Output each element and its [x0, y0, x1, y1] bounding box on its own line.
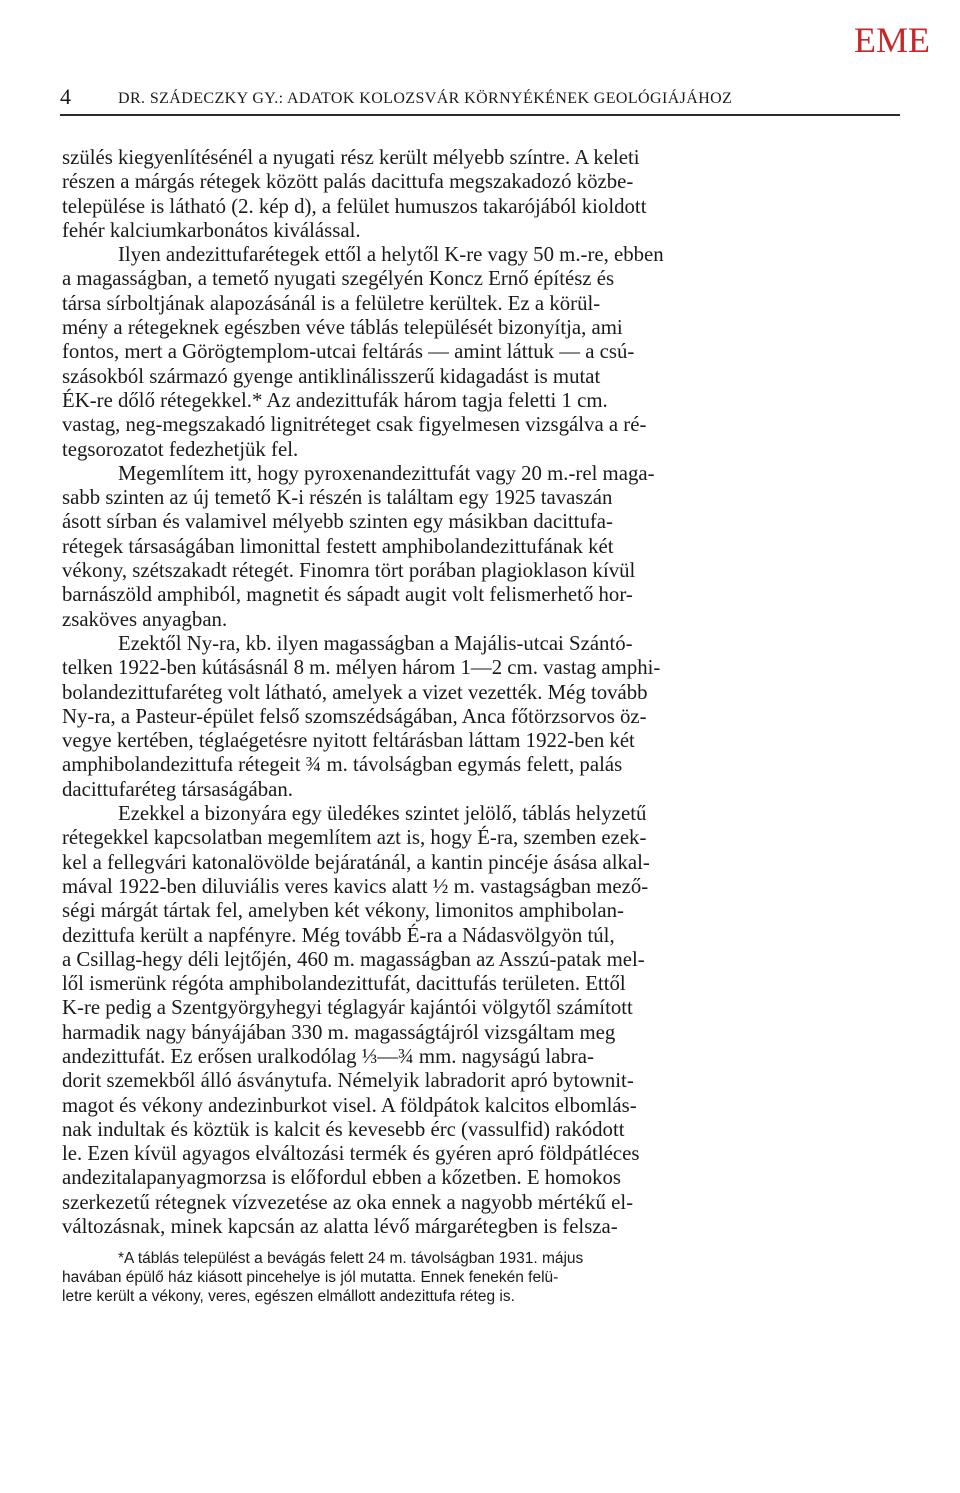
text-line: le. Ezen kívül agyagos elváltozási termék és gyéren apró földpátléces	[62, 1142, 640, 1166]
running-head: DR. SZÁDECZKY GY.: ADATOK KOLOZSVÁR KÖRNYÉKÉNEK GEOLÓGIÁJÁHOZ	[118, 90, 733, 107]
text-line: andezittufát. Ez erősen uralkodólag ⅓—¾ mm. nagyságú labra-	[62, 1044, 594, 1068]
text-line: társa sírboltjának alapozásánál is a felületre kerültek. Ez a körül-	[62, 291, 601, 315]
text-line: változásnak, minek kapcsán az alatta lévő márgarétegben is felsza-	[62, 1215, 618, 1239]
footnote-line: *A táblás települést a bevágás felett 24 m. távolságban 1931. május	[118, 1250, 584, 1268]
text-line: ásott sírban és valamivel mélyebb szinten egy másikban dacittufa-	[62, 510, 613, 534]
paragraph	[62, 243, 900, 267]
text-line: vastag, neg-megszakadó lignitréteget csak figyelmesen vizsgálva a ré-	[62, 413, 647, 437]
text-line: Megemlítem itt, hogy pyroxenandezittufát vagy 20 m.-rel maga-	[118, 461, 655, 485]
text-line: települése is látható (2. kép d), a felület humuszos takarójából kioldott	[62, 194, 647, 218]
text-line: tegsorozatot fedezhetjük fel.	[62, 437, 299, 461]
text-line: sabb szinten az új temető K-i részén is találtam egy 1925 tavaszán	[62, 486, 613, 510]
text-line: amphibolandezittufa rétegeit ¾ m. távolságban egymás felett, palás	[62, 753, 623, 777]
text-line: rétegek társaságában limonittal festett amphibolandezittufának két	[62, 534, 614, 558]
paragraph-continued	[62, 267, 900, 461]
text-line: Ny-ra, a Pasteur-épület felső szomszédságában, Anca főtörzsorvos öz-	[62, 704, 647, 728]
text-line: szásokból származó gyenge antiklinálisszerű kidagadást is mutat	[62, 364, 601, 388]
paragraph-continued	[62, 826, 900, 1239]
text-line: fehér kalciumkarbonátos kiválással.	[62, 218, 361, 242]
footnote	[62, 1249, 900, 1306]
text-line: dezittufa került a napfényre. Még tovább É-ra a Nádasvölgyön túl,	[62, 923, 615, 947]
footnote-line: letre került a vékony, veres, egészen elmállott andezittufa réteg is.	[62, 1288, 515, 1306]
footnote-separator	[62, 1239, 900, 1249]
text-line: bolandezittufaréteg volt látható, amelyek a vizet vezették. Még tovább	[62, 680, 648, 704]
text-line: rétegekkel kapcsolatban megemlítem azt is, hogy É-ra, szemben ezek-	[62, 826, 647, 850]
text-line: mával 1922-ben diluviális veres kavics alatt ½ m. vastagságban mező-	[62, 874, 649, 898]
text-line: zsaköves anyagban.	[62, 607, 228, 631]
article-body	[62, 146, 900, 1306]
text-line: dacittufaréteg társaságában.	[62, 777, 293, 801]
text-line: mény a rétegeknek egészben véve táblás települését bizonyítja, ami	[62, 316, 623, 340]
text-line: Ezektől Ny-ra, kb. ilyen magasságban a Majális-utcai Szántó-	[118, 631, 633, 655]
text-line: barnászöld amphiból, magnetit és sápadt augit volt felismerhető hor-	[62, 583, 633, 607]
text-line: ÉK-re dőlő rétegekkel.* Az andezittufák három tagja feletti 1 cm.	[62, 388, 608, 412]
text-line: nak indultak és köztük is kalcit és kevesebb érc (vassulfid) rakódott	[62, 1117, 625, 1141]
text-line: magot és vékony andezinburkot visel. A földpátok kalcitos elbomlás-	[62, 1093, 637, 1117]
text-line: K-re pedig a Szentgyörgyhegyi téglagyár kajántói völgytől számított	[62, 996, 633, 1020]
text-line: Ezekkel a bizonyára egy üledékes szintet jelölő, táblás helyzetű	[118, 802, 647, 826]
paragraph-continued	[62, 486, 900, 632]
text-line: szülés kiegyenlítésénél a nyugati rész került mélyebb színtre. A keleti	[62, 146, 640, 169]
paragraph-continued	[62, 656, 900, 802]
page-number: 4	[60, 84, 71, 109]
text-line: fontos, mert a Görögtemplom-utcai feltárás — amint láttuk — a csú-	[62, 340, 635, 364]
text-line: lől ismerünk régóta amphibolandezittufát, dacittufás területen. Ettől	[62, 972, 626, 996]
text-line: telken 1922-ben kútásásnál 8 m. mélyen három 1—2 cm. vastag amphi-	[62, 656, 661, 680]
text-line: andezitalapanyagmorzsa is előfordul ebben a kőzetben. E homokos	[62, 1166, 622, 1190]
publisher-logo: EME	[854, 20, 930, 60]
text-line: a magasságban, a temető nyugati szegélyén Koncz Ernő építész és	[62, 267, 615, 291]
text-line: kel a fellegvári katonalövölde bejáratánál, a kantin pincéje ásása alkal-	[62, 850, 650, 874]
text-line: vékony, szétszakadt rétegét. Finomra tört porában plagioklason kívül	[62, 559, 636, 583]
text-line: ségi márgát tártak fel, amelyben két vékony, limonitos amphibolan-	[62, 899, 624, 923]
paragraph	[62, 632, 900, 656]
page-header	[60, 84, 900, 116]
paragraph	[62, 462, 900, 486]
paragraph	[62, 802, 900, 826]
text-line: a Csillag-hegy déli lejtőjén, 460 m. magasságban az Asszú-patak mel-	[62, 947, 645, 971]
text-line: vegye kertében, téglaégetésre nyitott feltárásban láttam 1922-ben két	[62, 729, 635, 753]
text-line: szerkezetű rétegnek vízvezetése az oka ennek a nagyobb mértékű el-	[62, 1190, 634, 1214]
text-line: harmadik nagy bányájában 330 m. magasságtájról vizsgáltam meg	[62, 1020, 616, 1044]
text-line: Ilyen andezittufarétegek ettől a helytől K-re vagy 50 m.-re, ebben	[118, 243, 664, 267]
footnote-line: havában épülő ház kiásott pincehelye is jól mutatta. Ennek fenekén felü-	[62, 1269, 559, 1287]
text-line: dorit szemekből álló ásványtufa. Némelyik labradorit apró bytownit-	[62, 1069, 634, 1093]
paragraph	[62, 146, 900, 243]
text-line: részen a márgás rétegek között palás dacittufa megszakadozó közbe-	[62, 170, 634, 194]
